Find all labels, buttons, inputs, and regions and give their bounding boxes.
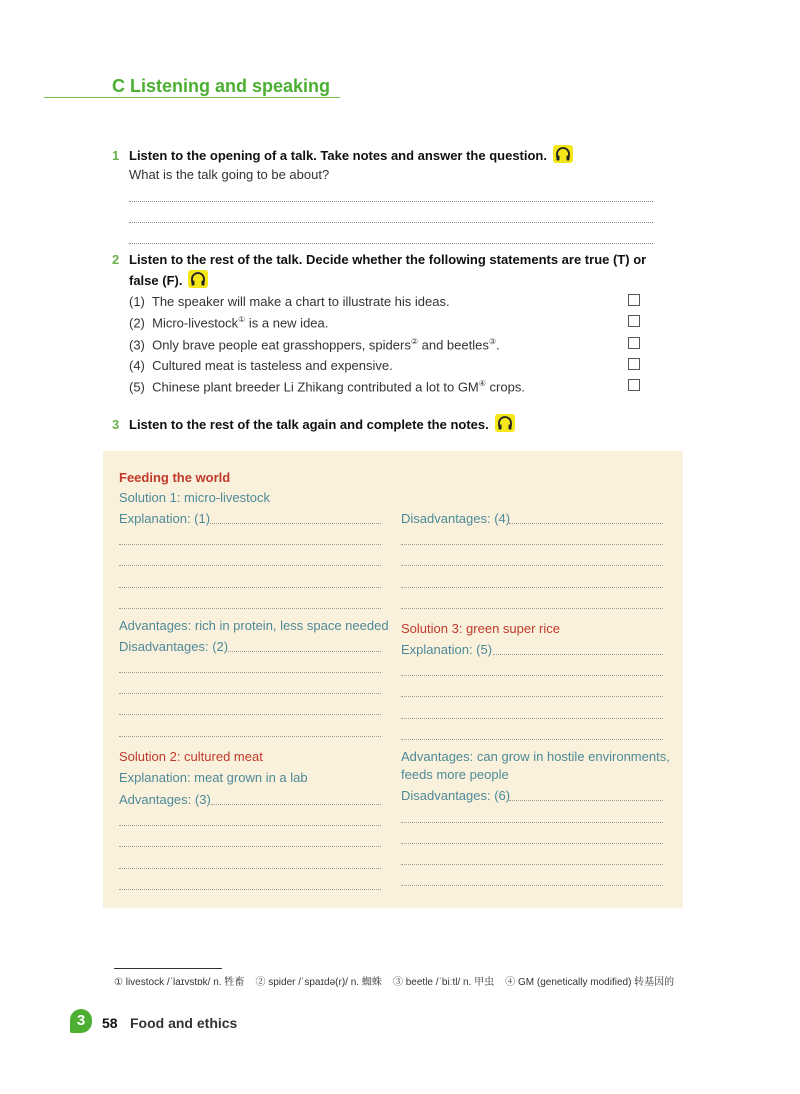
- note-blank-line[interactable]: [119, 587, 381, 588]
- note-blank-line[interactable]: [401, 696, 663, 697]
- footnote-4: ④ GM (genetically modified) 转基因的: [505, 977, 675, 988]
- note-blank-line[interactable]: [493, 654, 663, 655]
- headphones-icon[interactable]: [553, 145, 573, 163]
- statement-5: (5) Chinese plant breeder Li Zhikang contributed a lot to GM④ crops.: [129, 379, 525, 395]
- question-1-prompt: What is the talk going to be about?: [129, 167, 330, 182]
- solution-1-disadvantages: Disadvantages: (2): [119, 639, 229, 654]
- headphones-icon[interactable]: [495, 414, 515, 432]
- statement-4: (4) Cultured meat is tasteless and expensive.: [129, 358, 393, 373]
- solution-3-title: Solution 3: green super rice: [401, 621, 560, 636]
- footnote-3: ③ beetle /ˈbiːtl/ n. 甲虫: [392, 977, 495, 988]
- statement-1: (1) The speaker will make a chart to illustrate his ideas.: [129, 294, 450, 309]
- note-blank-line[interactable]: [119, 825, 381, 826]
- footnote-2: ② spider /ˈspaɪdə(r)/ n. 蜘蛛: [255, 977, 382, 988]
- section-title: C Listening and speaking: [112, 76, 331, 96]
- footnotes: [114, 973, 674, 988]
- footnote-rule: [114, 968, 222, 969]
- note-blank-line[interactable]: [401, 675, 663, 676]
- question-instruction: Listen to the rest of the talk again and complete the notes.: [129, 414, 515, 435]
- footnote-1: ① livestock /ˈlaɪvstɒk/ n. 牲畜: [114, 977, 245, 988]
- note-blank-line[interactable]: [119, 868, 381, 869]
- checkbox-icon[interactable]: [628, 294, 640, 306]
- note-blank-line[interactable]: [119, 846, 381, 847]
- note-blank-line[interactable]: [119, 889, 381, 890]
- note-blank-line[interactable]: [401, 544, 663, 545]
- note-blank-line[interactable]: [119, 693, 381, 694]
- statement-3: (3) Only brave people eat grasshoppers, spiders② and beetles③.: [129, 337, 500, 353]
- question-number: 1: [112, 148, 120, 163]
- chapter-title: Food and ethics: [130, 1015, 238, 1031]
- checkbox-icon[interactable]: [628, 358, 640, 370]
- note-blank-line[interactable]: [119, 714, 381, 715]
- solution-3-advantages: Advantages: can grow in hostile environments,: [401, 749, 670, 764]
- question-number: 3: [112, 417, 120, 432]
- note-blank-line[interactable]: [401, 608, 663, 609]
- solution-3-advantages-cont: feeds more people: [401, 767, 509, 782]
- note-blank-line[interactable]: [401, 864, 663, 865]
- solution-2-advantages: Advantages: (3): [119, 792, 211, 807]
- checkbox-icon[interactable]: [628, 337, 640, 349]
- note-blank-line[interactable]: [401, 587, 663, 588]
- question-instruction: Listen to the rest of the talk. Decide whether the following statements are true (T) or: [129, 252, 647, 267]
- answer-line[interactable]: [129, 222, 653, 223]
- headphones-icon[interactable]: [188, 270, 208, 288]
- note-blank-line[interactable]: [509, 800, 663, 801]
- note-blank-line[interactable]: [119, 608, 381, 609]
- note-blank-line[interactable]: [210, 523, 381, 524]
- note-blank-line[interactable]: [509, 523, 663, 524]
- note-blank-line[interactable]: [119, 544, 381, 545]
- solution-1-advantages: Advantages: rich in protein, less space needed: [119, 618, 389, 633]
- unit-badge: 3: [70, 1009, 92, 1033]
- note-blank-line[interactable]: [401, 843, 663, 844]
- page-number: 58: [102, 1015, 118, 1031]
- note-blank-line[interactable]: [401, 739, 663, 740]
- section-heading: [44, 76, 340, 98]
- answer-line[interactable]: [129, 243, 653, 244]
- question-number: 2: [112, 252, 120, 267]
- note-blank-line[interactable]: [119, 672, 381, 673]
- solution-1-explanation: Explanation: (1): [119, 511, 211, 526]
- solution-2-explanation: Explanation: meat grown in a lab: [119, 770, 308, 785]
- solution-3-explanation: Explanation: (5): [401, 642, 493, 657]
- checkbox-icon[interactable]: [628, 315, 640, 327]
- note-blank-line[interactable]: [119, 736, 381, 737]
- solution-3-disadvantages: Disadvantages: (6): [401, 788, 511, 803]
- note-blank-line[interactable]: [401, 822, 663, 823]
- note-blank-line[interactable]: [401, 885, 663, 886]
- solution-1-disadvantages-4: Disadvantages: (4): [401, 511, 511, 526]
- note-blank-line[interactable]: [228, 651, 381, 652]
- solution-1-title: Solution 1: micro-livestock: [119, 490, 270, 505]
- question-instruction: Listen to the opening of a talk. Take notes and answer the question.: [129, 145, 573, 166]
- notes-title: Feeding the world: [119, 470, 231, 485]
- note-blank-line[interactable]: [211, 804, 381, 805]
- note-blank-line[interactable]: [401, 718, 663, 719]
- solution-2-title: Solution 2: cultured meat: [119, 749, 263, 764]
- note-blank-line[interactable]: [119, 565, 381, 566]
- answer-line[interactable]: [129, 201, 653, 202]
- checkbox-icon[interactable]: [628, 379, 640, 391]
- statement-2: (2) Micro-livestock① is a new idea.: [129, 315, 329, 331]
- note-blank-line[interactable]: [401, 565, 663, 566]
